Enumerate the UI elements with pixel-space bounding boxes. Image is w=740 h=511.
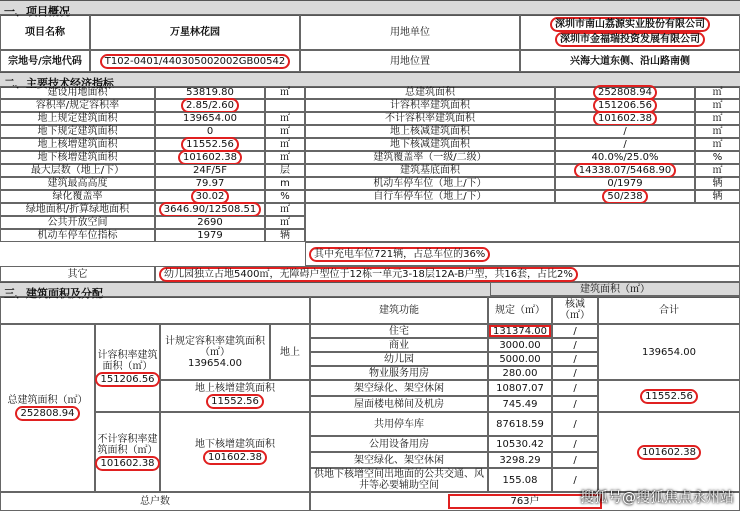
total-header: 合计 xyxy=(598,296,740,324)
function-regulated: 3298.29 xyxy=(488,452,552,468)
function-reduced: / xyxy=(552,324,598,338)
indicator-label: 最大层数（地上/下） xyxy=(0,164,155,177)
other-label: 其它 xyxy=(0,266,155,282)
indicator-unit: ㎡ xyxy=(695,112,740,125)
indicator-unit: ㎡ xyxy=(265,138,305,151)
indicator-label: 地下核减建筑面积 xyxy=(305,138,555,151)
parcel-label: 宗地号/宗地代码 xyxy=(0,50,90,72)
indicator-value: 151206.56 xyxy=(555,99,695,112)
households-cell: 763户 xyxy=(310,492,740,511)
function-regulated: 131374.00 xyxy=(488,324,552,338)
indicator-value: 0 xyxy=(155,125,265,138)
function-regulated: 5000.00 xyxy=(488,352,552,366)
function-regulated: 280.00 xyxy=(488,366,552,380)
indicator-unit: % xyxy=(265,190,305,203)
indicator-value: 11552.56 xyxy=(155,138,265,151)
function-name: 公用设备用房 xyxy=(310,436,488,452)
function-reduced: / xyxy=(552,338,598,352)
land-unit: 深圳市南山荔源实业股份有限公司 深圳市金福瑞投资发展有限公司 xyxy=(520,14,740,50)
indicator-unit: ㎡ xyxy=(265,203,305,216)
function-reduced: / xyxy=(552,380,598,396)
function-reduced: / xyxy=(552,396,598,412)
function-reduced: / xyxy=(552,412,598,436)
indicator-unit: 辆 xyxy=(695,177,740,190)
indicator-label: 自行车停车位（地上/下） xyxy=(305,190,555,203)
other-text-cell: 幼儿园独立占地5400㎡，无障碍户型位于12栋一单元3-18层12A-B户型，共16套，占比2% xyxy=(155,266,740,282)
land-unit-label: 用地单位 xyxy=(300,14,520,50)
function-reduced: / xyxy=(552,468,598,492)
function-name: 物业服务用房 xyxy=(310,366,488,380)
watermark: 搜狐号@搜狐焦点永州站 xyxy=(580,490,734,506)
indicator-unit: ㎡ xyxy=(695,125,740,138)
indicator-value: 2690 xyxy=(155,216,265,229)
function-header: 建筑功能 xyxy=(310,296,488,324)
section-header: 三、建筑面积及分配 xyxy=(0,282,740,298)
indicator-label: 不计容积率建筑面积 xyxy=(305,112,555,125)
indicator-unit: ㎡ xyxy=(265,216,305,229)
indicator-label: 绿地面积/折算绿地面积 xyxy=(0,203,155,216)
indicator-unit xyxy=(265,99,305,112)
indicator-value: 79.97 xyxy=(155,177,265,190)
project-name: 万星林花园 xyxy=(90,14,300,50)
indicator-value: 0/1979 xyxy=(555,177,695,190)
location-label: 用地位置 xyxy=(300,50,520,72)
function-name: 商业 xyxy=(310,338,488,352)
indicator-unit: 辆 xyxy=(695,190,740,203)
indicator-unit: ㎡ xyxy=(265,125,305,138)
parcel-code-cell: T102-0401/440305002002GB00542 xyxy=(90,50,300,72)
indicator-value: 3646.90/12508.51 xyxy=(155,203,265,216)
indicator-value: 1979 xyxy=(155,229,265,242)
subtotal-below-added-cell: 101602.38 xyxy=(598,412,740,492)
indicator-unit: 层 xyxy=(265,164,305,177)
indicator-unit: % xyxy=(695,151,740,164)
indicator-value: 101602.38 xyxy=(155,151,265,164)
indicator-label: 建筑基底面积 xyxy=(305,164,555,177)
indicator-value: 101602.38 xyxy=(555,112,695,125)
households-label: 总户数 xyxy=(0,492,310,511)
function-reduced: / xyxy=(552,352,598,366)
section-header: 一、项目概况 xyxy=(0,0,740,16)
indicator-value: / xyxy=(555,125,695,138)
indicator-label: 绿化覆盖率 xyxy=(0,190,155,203)
indicator-value: 2.85/2.60 xyxy=(155,99,265,112)
indicator-unit: ㎡ xyxy=(265,151,305,164)
indicator-value: 53819.80 xyxy=(155,86,265,99)
indicator-unit: ㎡ xyxy=(265,112,305,125)
function-name: 供地下核增空间出地面的公共交通、风井等必要辅助空间 xyxy=(310,468,488,492)
indicator-value: 14338.07/5468.90 xyxy=(555,164,695,177)
indicator-label: 地上规定建筑面积 xyxy=(0,112,155,125)
indicator-value: 50/238 xyxy=(555,190,695,203)
regulated-far-cell: 计规定容积率建筑面积（㎡） 139654.00 xyxy=(160,324,270,380)
regulated-header: 规定（㎡） xyxy=(488,296,552,324)
indicator-label: 计容积率建筑面积 xyxy=(305,99,555,112)
function-regulated: 3000.00 xyxy=(488,338,552,352)
subtotal-above-added-cell: 11552.56 xyxy=(598,380,740,412)
function-reduced: / xyxy=(552,366,598,380)
indicator-label: 建筑最高高度 xyxy=(0,177,155,190)
indicator-label: 建设用地面积 xyxy=(0,86,155,99)
total-area-cell: 总建筑面积（㎡） 252808.94 xyxy=(0,324,95,492)
indicator-label: 总建筑面积 xyxy=(305,86,555,99)
function-regulated: 155.08 xyxy=(488,468,552,492)
indicator-filler xyxy=(305,203,740,242)
function-name: 共用停车库 xyxy=(310,412,488,436)
indicator-label: 建筑覆盖率（一级/二级） xyxy=(305,151,555,164)
indicator-label: 机动车停车位（地上/下） xyxy=(305,177,555,190)
indicator-value: 139654.00 xyxy=(155,112,265,125)
function-name: 住宅 xyxy=(310,324,488,338)
indicator-value: / xyxy=(555,138,695,151)
indicator-label: 机动车停车位指标 xyxy=(0,229,155,242)
indicator-value: 30.02 xyxy=(155,190,265,203)
above-added-cell: 地上核增建筑面积 11552.56 xyxy=(160,380,310,412)
function-regulated: 10807.07 xyxy=(488,380,552,396)
function-reduced: / xyxy=(552,436,598,452)
above-ground-label: 地上 xyxy=(270,324,310,380)
indicator-label: 地上核增建筑面积 xyxy=(0,138,155,151)
blank-header xyxy=(0,296,310,324)
indicator-label: 容积率/规定容积率 xyxy=(0,99,155,112)
indicator-unit: ㎡ xyxy=(695,86,740,99)
below-added-cell: 地下核增建筑面积 101602.38 xyxy=(160,412,310,492)
function-reduced: / xyxy=(552,452,598,468)
parking-note-cell: 其中充电车位721辆，占总车位的36% xyxy=(305,242,740,266)
indicator-label: 地下核增建筑面积 xyxy=(0,151,155,164)
indicator-unit: ㎡ xyxy=(695,164,740,177)
function-name: 架空绿化、架空休闲 xyxy=(310,380,488,396)
far-area-cell: 计容积率建筑面积（㎡） 151206.56 xyxy=(95,324,160,412)
indicator-label: 公共开放空间 xyxy=(0,216,155,229)
nonfar-area-cell: 不计容积率建筑面积（㎡） 101602.38 xyxy=(95,412,160,492)
function-regulated: 745.49 xyxy=(488,396,552,412)
indicator-unit: ㎡ xyxy=(695,138,740,151)
section-header: 二、主要技术经济指标 xyxy=(0,72,740,88)
indicator-label: 地下规定建筑面积 xyxy=(0,125,155,138)
indicator-label: 地上核减建筑面积 xyxy=(305,125,555,138)
location-value: 兴海大道东侧、沿山路南侧 xyxy=(520,50,740,72)
indicator-value: 40.0%/25.0% xyxy=(555,151,695,164)
function-regulated: 10530.42 xyxy=(488,436,552,452)
reduced-header: 核减（㎡） xyxy=(552,296,598,324)
subtotal-regulated: 139654.00 xyxy=(598,324,740,380)
function-regulated: 87618.59 xyxy=(488,412,552,436)
indicator-unit: 辆 xyxy=(265,229,305,242)
indicator-value: 24F/5F xyxy=(155,164,265,177)
function-name: 幼儿园 xyxy=(310,352,488,366)
indicator-unit: m xyxy=(265,177,305,190)
indicator-unit: ㎡ xyxy=(695,99,740,112)
indicator-value: 252808.94 xyxy=(555,86,695,99)
area-header: 建筑面积（㎡） xyxy=(490,282,740,296)
indicator-unit: ㎡ xyxy=(265,86,305,99)
function-name: 架空绿化、架空休闲 xyxy=(310,452,488,468)
project-name-label: 项目名称 xyxy=(0,14,90,50)
function-name: 屋面楼电梯间及机房 xyxy=(310,396,488,412)
